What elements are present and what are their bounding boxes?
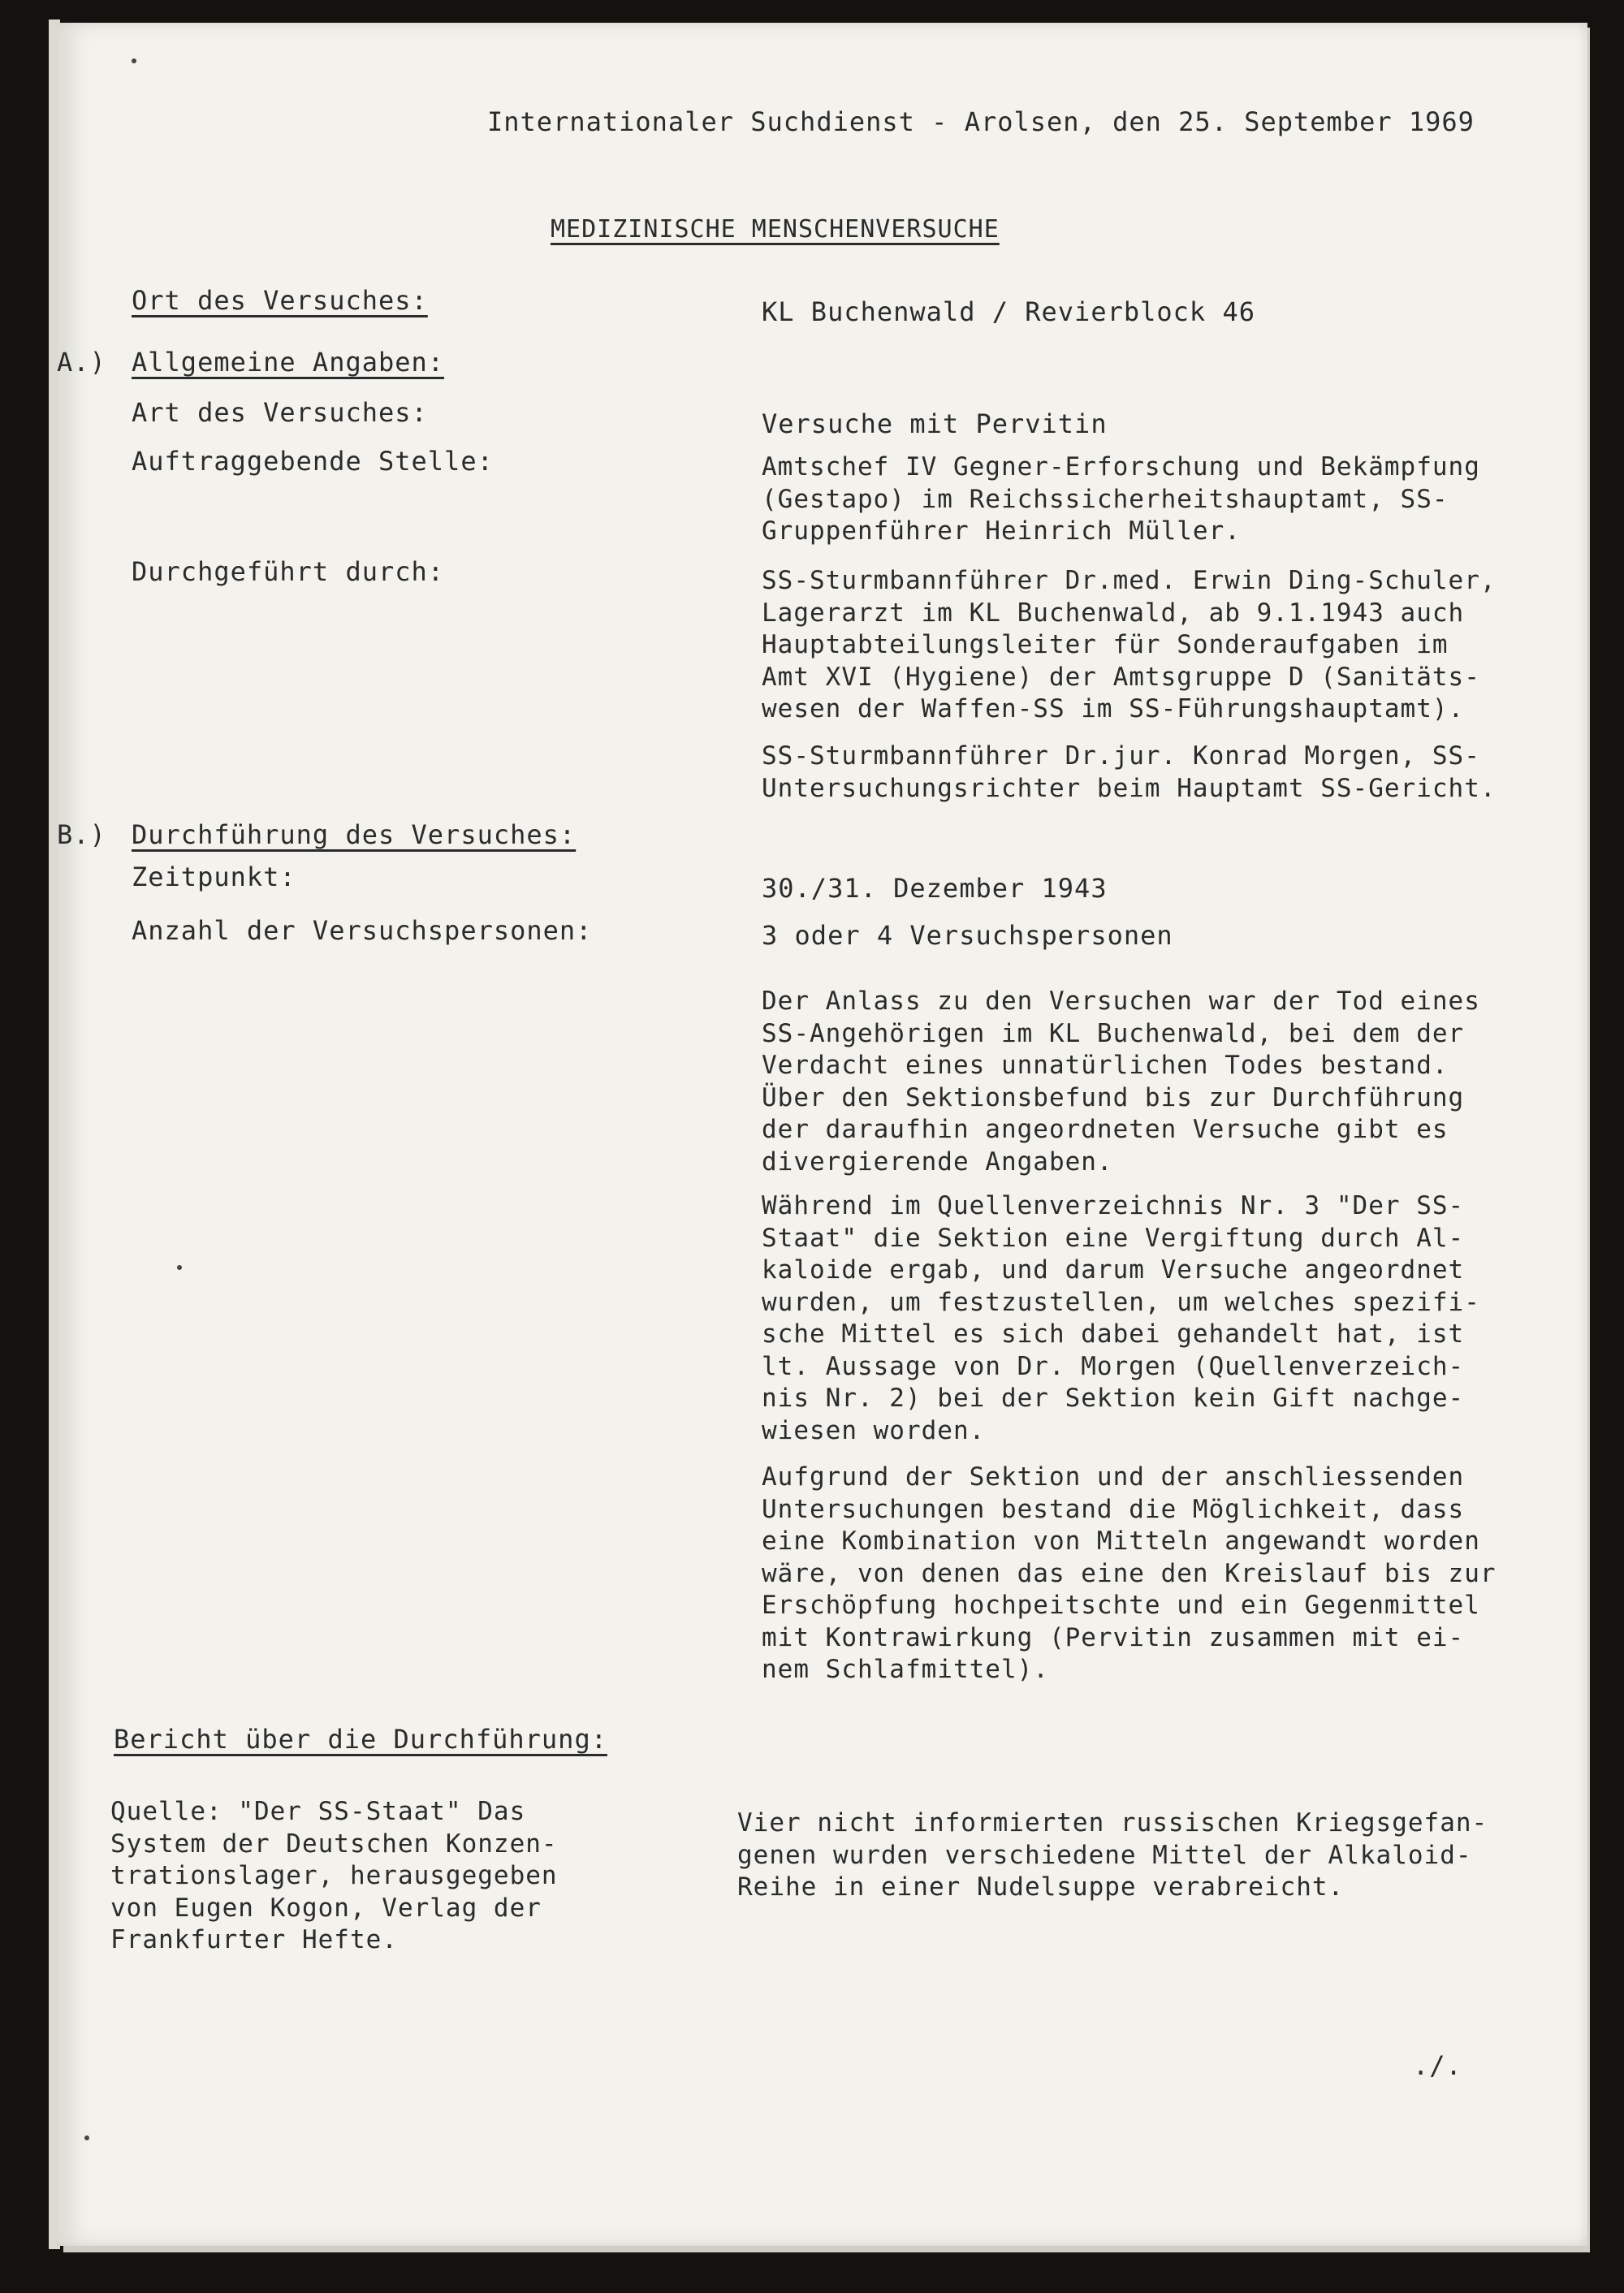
anzahl-label: Anzahl der Versuchspersonen: — [132, 915, 593, 946]
section-a-heading: Allgemeine Angaben: — [132, 347, 445, 378]
durchgefuehrt-morgen: SS-Sturmbannführer Dr.jur. Konrad Morgen, SS- Untersuchungsrichter beim Hauptamt SS-Gericht. — [762, 741, 1497, 803]
ort-label: Ort des Versuches: — [132, 285, 428, 316]
section-b-marker: B.) — [57, 819, 106, 850]
paragraph-anlass: Der Anlass zu den Versuchen war der Tod eines SS-Angehörigen im KL Buchenwald, bei dem der Verdacht eines unnatürlichen Todes bestand. Über den Sektionsbefund bis zur Durchführung der daraufhin angeordneten Versuche gibt es divergierende Angaben. — [762, 987, 1480, 1177]
zeitpunkt-label: Zeitpunkt: — [132, 861, 296, 892]
art-value: Versuche mit Pervitin — [762, 408, 1108, 439]
art-label: Art des Versuches: — [132, 397, 428, 428]
stray-dot — [84, 2135, 89, 2140]
document-page — [57, 23, 1587, 2246]
stray-dot — [177, 1265, 182, 1270]
bericht-heading: Bericht über die Durchführung: — [114, 1724, 607, 1755]
durchgefuehrt-ding: SS-Sturmbannführer Dr.med. Erwin Ding-Schuler, Lagerarzt im KL Buchenwald, ab 9.1.1943 auch Hauptabteilungsleiter für Sonderaufgaben im Amt XVI (Hygiene) der Amtsgruppe D (Sanitäts- wesen der Waffen-SS im SS-Führungshauptamt). — [762, 566, 1497, 723]
paragraph-quellen: Während im Quellenverzeichnis Nr. 3 "Der SS- Staat" die Sektion eine Vergiftung durch Al- kaloide ergab, und darum Versuche angeordnet wurden, um festzustellen, um welches spezifi- sche Mittel es sich dabei gehandelt hat, ist lt. Aussage von Dr. Morgen (Quellenverzeich- nis Nr. 2) bei der Sektion kein Gift nachge- wiesen worden. — [762, 1191, 1480, 1445]
auftrag-label: Auftraggebende Stelle: — [132, 446, 494, 477]
section-a-marker: A.) — [57, 347, 106, 378]
section-b-heading: Durchführung des Versuches: — [132, 819, 577, 850]
punch-dot — [132, 58, 136, 63]
document-header: Internationaler Suchdienst - Arolsen, den 25. September 1969 — [487, 106, 1475, 137]
anzahl-value: 3 oder 4 Versuchspersonen — [762, 920, 1173, 951]
zeitpunkt-value: 30./31. Dezember 1943 — [762, 873, 1108, 904]
document-title: MEDIZINISCHE MENSCHENVERSUCHE — [551, 215, 1000, 244]
bericht-text: Vier nicht informierten russischen Kriegsgefan- genen wurden verschiedene Mittel der Alkaloid- Reihe in einer Nudelsuppe verabreicht. — [737, 1808, 1488, 1902]
ort-value: KL Buchenwald / Revierblock 46 — [762, 296, 1255, 327]
continuation-mark: ./. — [1413, 2050, 1462, 2081]
bericht-source: Quelle: "Der SS-Staat" Das System der Deutschen Konzen- trationslager, herausgegeben von Eugen Kogon, Verlag der Frankfurter Hefte. — [110, 1797, 558, 1954]
durchgefuehrt-label: Durchgeführt durch: — [132, 556, 445, 587]
auftrag-value: Amtschef IV Gegner-Erforschung und Bekämpfung (Gestapo) im Reichssicherheitshauptamt, SS- Gruppenführer Heinrich Müller. — [762, 452, 1480, 546]
paragraph-sektion: Aufgrund der Sektion und der anschliessenden Untersuchungen bestand die Möglichkeit, dass eine Kombination von Mitteln angewandt worden wäre, von denen das eine den Kreislauf bis zur Erschöpfung hochpeitschte und ein Gegenmittel mit Kontrawirkung (Pervitin zusammen mit ei- nem Schlafmittel). — [762, 1462, 1497, 1684]
